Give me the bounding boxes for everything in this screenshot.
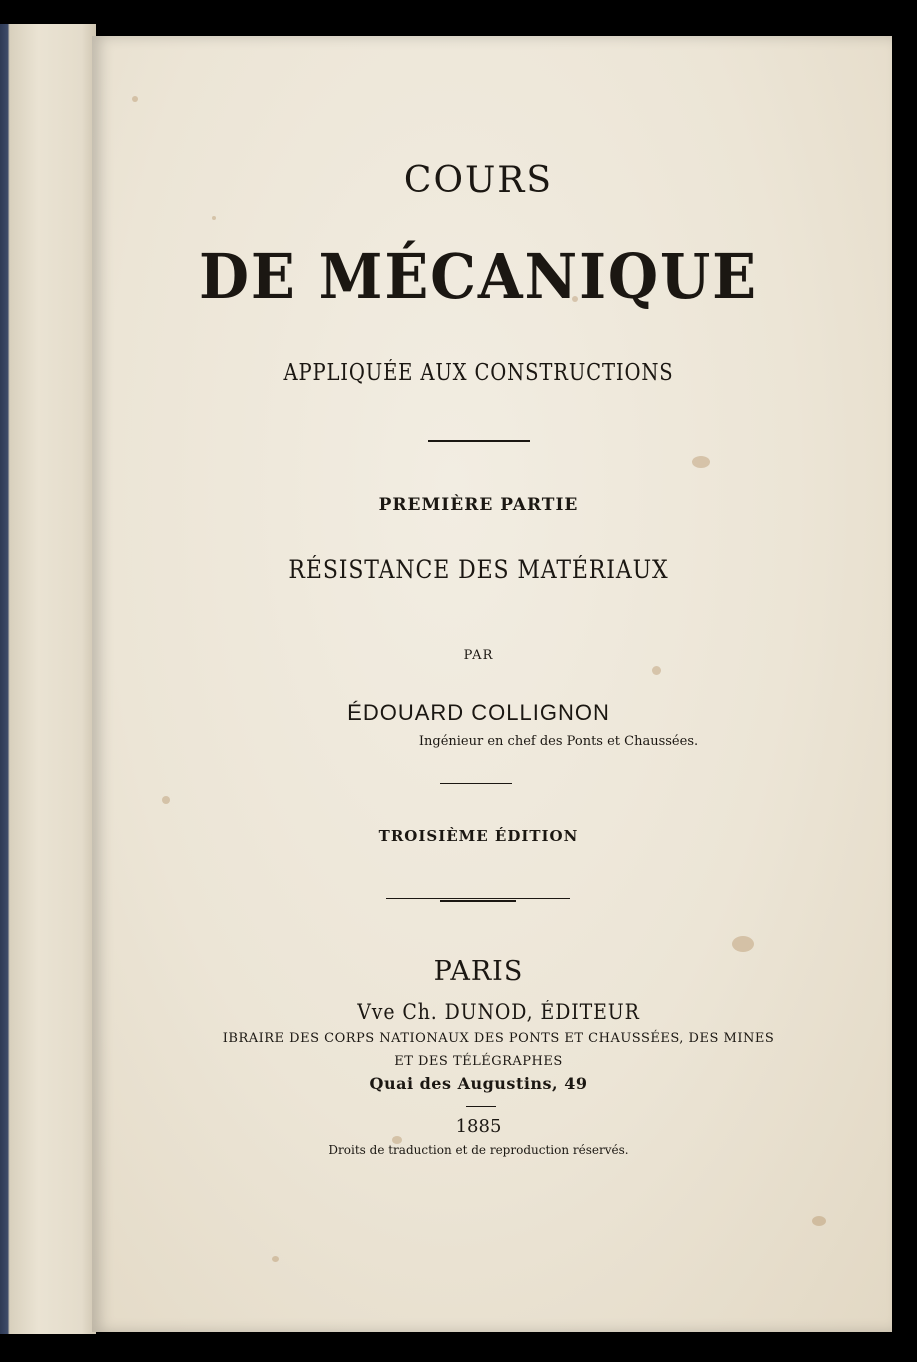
title-line-2: DE MÉCANIQUE	[199, 240, 758, 313]
part-label: PREMIÈRE PARTIE	[378, 495, 579, 515]
publisher-name: Vve Ch. DUNOD, ÉDITEUR	[357, 1000, 640, 1024]
publisher-address: Quai des Augustins, 49	[369, 1074, 588, 1093]
divider-rule-small	[440, 783, 512, 784]
publisher-description: IBRAIRE DES CORPS NATIONAUX DES PONTS ET CHAUSSÉES, DES MINES	[222, 1031, 775, 1046]
short-rule	[466, 1106, 496, 1107]
ornamental-rule-accent	[440, 900, 516, 902]
book-spine-edge	[0, 24, 96, 1334]
title-line-1: COURS	[403, 160, 554, 201]
divider-rule	[428, 440, 530, 442]
edition: TROISIÈME ÉDITION	[378, 827, 579, 845]
subtitle: APPLIQUÉE AUX CONSTRUCTIONS	[283, 360, 674, 386]
publisher-city: PARIS	[433, 956, 524, 987]
publication-year: 1885	[455, 1116, 502, 1137]
title-page	[92, 36, 892, 1332]
author-role: Ingénieur en chef des Ponts et Chaussées.	[418, 734, 699, 749]
rights-notice: Droits de traduction et de reproduction réservés.	[328, 1143, 629, 1157]
part-name: RÉSISTANCE DES MATÉRIAUX	[288, 555, 669, 584]
ornamental-rule	[386, 898, 570, 899]
author-name: ÉDOUARD COLLIGNON	[347, 700, 610, 725]
publisher-description-2: ET DES TÉLÉGRAPHES	[394, 1054, 563, 1069]
author-by: PAR	[463, 648, 494, 663]
